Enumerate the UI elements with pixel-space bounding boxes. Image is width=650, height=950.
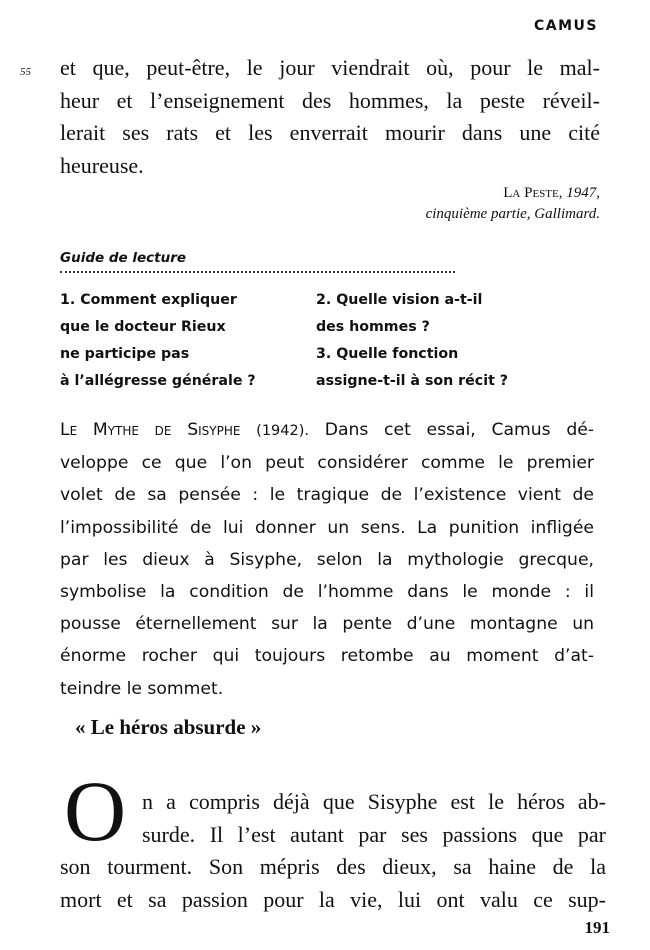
quote-line: et que, peut-être, le jour viendrait où, pour le mal- (60, 55, 600, 80)
guide-line: des hommes ? (316, 319, 430, 335)
book-year: (1942). (256, 423, 309, 439)
guide-line: à l’allégresse générale ? (60, 373, 256, 389)
line-number: 55 (20, 66, 31, 78)
source-detail: cinquième partie, Gallimard. (425, 206, 600, 222)
extract-paragraph (60, 786, 606, 916)
source-year: 1947, (566, 185, 600, 201)
page-number: 191 (584, 918, 610, 937)
essay-line-rest: Dans cet essai, Camus dé- (324, 420, 595, 440)
dotted-divider (60, 271, 455, 273)
book-title: Le Mythe de Sisyphe (60, 420, 241, 440)
quote-source (426, 183, 600, 225)
source-detail-line (426, 204, 600, 225)
source-title-line (426, 183, 600, 204)
essay-line: pousse éternellement sur la pente d’une montagne un (60, 614, 594, 635)
source-title: La Peste, (503, 185, 563, 201)
guide-questions-left (60, 287, 256, 395)
essay-line: volet de sa pensée : le tragique de l’existence vient de (60, 485, 594, 506)
extract-line: mort et sa passion pour la vie, lui ont valu ce sup- (60, 886, 606, 912)
guide-line: 2. Quelle vision a-t-il (316, 292, 483, 308)
quote-line: lerait ses rats et les enverrait mourir dans une cité (60, 120, 600, 145)
quote-line: heureuse. (60, 152, 144, 178)
guide-line: 1. Comment expliquer (60, 292, 237, 308)
extract-line: son tourment. Son mépris des dieux, sa haine de la (60, 854, 606, 879)
essay-paragraph (60, 414, 594, 705)
guide-questions-right (316, 287, 508, 395)
essay-line: l’impossibilité de lui donner un sens. La punition infligée (60, 517, 594, 538)
essay-line: teindre le sommet. (60, 678, 224, 699)
guide-line: 3. Quelle fonction (316, 346, 459, 362)
essay-line: symbolise la condition de l’homme dans le monde : il (60, 582, 594, 603)
extract-line: n a compris déjà que Sisyphe est le héros ab- (142, 789, 606, 814)
essay-first-line (60, 414, 594, 447)
guide-line: ne participe pas (60, 346, 190, 362)
essay-line: par les dieux à Sisyphe, selon la mythologie grecque, (60, 549, 594, 570)
guide-title: Guide de lecture (60, 250, 187, 266)
section-title: « Le héros absurde » (75, 715, 262, 739)
essay-line: veloppe ce que l’on peut considérer comme le premier (60, 453, 594, 474)
extract-line: surde. Il l’est autant par ses passions que par (142, 821, 606, 847)
guide-line: que le docteur Rieux (60, 319, 226, 335)
running-head: CAMUS (534, 18, 598, 34)
guide-line: assigne-t-il à son récit ? (316, 373, 509, 389)
essay-line: énorme rocher qui toujours retombe au moment d’at- (60, 646, 594, 667)
drop-cap: O (64, 763, 127, 859)
quote-line: heur et l’enseignement des hommes, la peste réveil- (60, 87, 600, 113)
quote-paragraph (60, 52, 600, 182)
